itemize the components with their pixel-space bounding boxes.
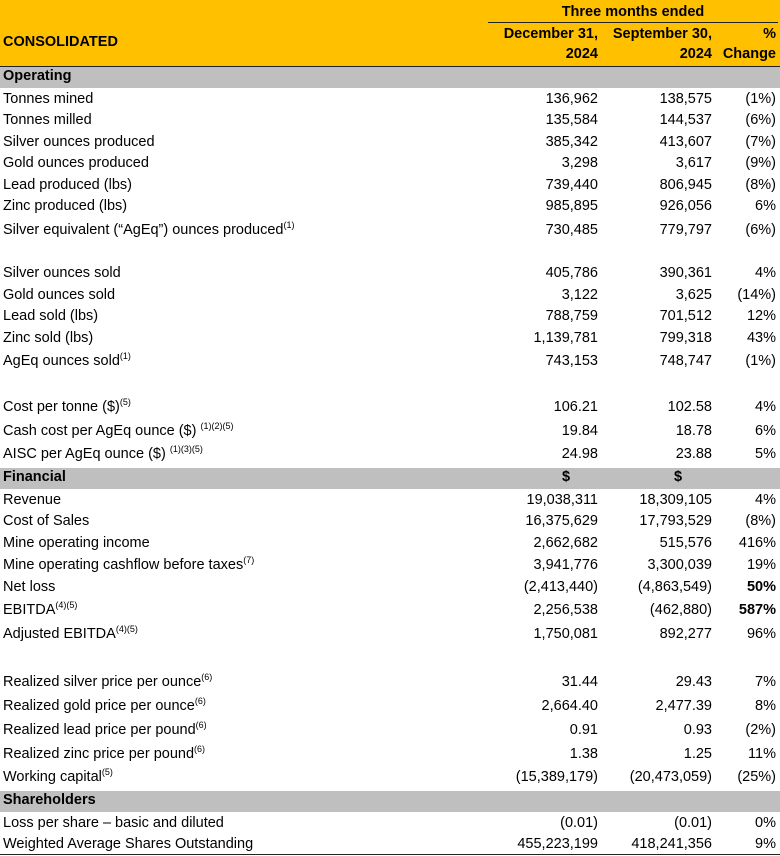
value-dec: 985,895 — [545, 198, 598, 214]
table-row — [0, 175, 780, 196]
row-label: Mine operating cashflow before taxes$^{(7)}$ — [3, 555, 255, 573]
value-dec: (15,389,179) — [515, 769, 598, 785]
value-sep: 3,617 — [675, 155, 712, 171]
table-row — [0, 813, 780, 834]
row-label: Loss per share – basic and diluted — [3, 815, 224, 831]
value-dec: 730,485 — [545, 222, 598, 238]
value-change: (8%) — [745, 513, 776, 529]
value-dec: 405,786 — [545, 265, 598, 281]
value-sep: 892,277 — [659, 626, 712, 642]
row-label: Realized silver price per ounce$^{(6)}$ — [3, 672, 213, 690]
value-change: 4% — [755, 265, 776, 281]
value-change: (9%) — [745, 155, 776, 171]
value-dec: 19.84 — [561, 423, 598, 439]
value-sep: 29.43 — [675, 674, 712, 690]
table-row — [0, 577, 780, 598]
table-row — [0, 555, 780, 576]
table-row — [0, 89, 780, 110]
row-label: Cash cost per AgEq ounce ($) $^{(1)(2)(5)}$ — [3, 421, 234, 439]
value-change: 6% — [755, 423, 776, 439]
three-months-ended-header: Three months ended — [488, 2, 778, 23]
value-sep: 2,477.39 — [655, 698, 712, 714]
value-sep: 0.93 — [683, 722, 712, 738]
value-dec: 2,662,682 — [533, 535, 598, 551]
value-dec: 136,962 — [545, 91, 598, 107]
value-dec: 31.44 — [561, 674, 598, 690]
value-change: 7% — [755, 674, 776, 690]
value-dec: (0.01) — [560, 815, 598, 831]
value-change: (14%) — [737, 287, 776, 303]
value-change: 9% — [755, 836, 776, 852]
table-row — [0, 285, 780, 306]
table-row — [0, 696, 780, 717]
value-sep: 390,361 — [659, 265, 712, 281]
row-label: Realized lead price per pound$^{(6)}$ — [3, 720, 207, 738]
value-dec: 135,584 — [545, 112, 598, 128]
value-change: 6% — [755, 198, 776, 214]
value-sep: (4,863,549) — [637, 579, 712, 595]
value-change: (25%) — [737, 769, 776, 785]
row-label: Zinc produced (lbs) — [3, 198, 128, 214]
value-sep: 806,945 — [659, 177, 712, 193]
table-row — [0, 132, 780, 153]
value-change: (8%) — [745, 177, 776, 193]
value-dec: 2,256,538 — [533, 602, 598, 618]
value-dec: 788,759 — [545, 308, 598, 324]
value-change: 96% — [746, 626, 776, 642]
table-bottom-border — [0, 854, 780, 855]
value-sep: 3,625 — [675, 287, 712, 303]
value-dec: 739,440 — [545, 177, 598, 193]
value-change: 4% — [755, 399, 776, 415]
value-change: (1%) — [745, 353, 776, 369]
col-sep-2024-header — [613, 24, 712, 64]
value-dec: 743,153 — [545, 353, 598, 369]
row-label: AISC per AgEq ounce ($) $^{(1)(3)(5)}$ — [3, 444, 203, 462]
section-shareholders — [0, 791, 780, 812]
col-change-line2: Change — [722, 46, 776, 62]
table-row — [0, 421, 780, 442]
value-dec: (2,413,440) — [523, 579, 598, 595]
row-label: Weighted Average Shares Outstanding — [3, 836, 254, 852]
value-dec: 385,342 — [545, 134, 598, 150]
value-change: (6%) — [745, 222, 776, 238]
value-change: 0% — [755, 815, 776, 831]
value-change: 8% — [755, 698, 776, 714]
row-label: Tonnes milled — [3, 112, 92, 128]
value-sep: 23.88 — [675, 446, 712, 462]
col-dec-2024-header — [504, 24, 598, 64]
table-row — [0, 444, 780, 465]
table-row — [0, 306, 780, 327]
value-dec: 106.21 — [553, 399, 598, 415]
col-dec-2024-line1: December 31, — [503, 26, 598, 42]
currency-dec: $ — [561, 469, 571, 485]
row-label: Silver equivalent (“AgEq”) ounces produced$^{(1)}$ — [3, 220, 295, 238]
row-label: Realized gold price per ounce$^{(6)}$ — [3, 696, 206, 714]
value-sep: 748,747 — [659, 353, 712, 369]
value-sep: 799,318 — [659, 330, 712, 346]
value-dec: 1,750,081 — [533, 626, 598, 642]
value-dec: 1.38 — [569, 746, 598, 762]
value-sep: 779,797 — [659, 222, 712, 238]
value-sep: (0.01) — [674, 815, 712, 831]
value-change: 19% — [746, 557, 776, 573]
table-row — [0, 110, 780, 131]
value-sep: 102.58 — [667, 399, 712, 415]
row-label: Tonnes mined — [3, 91, 94, 107]
row-label: Cost of Sales — [3, 513, 90, 529]
value-sep: 418,241,356 — [631, 836, 712, 852]
table-row — [0, 767, 780, 788]
table-row — [0, 328, 780, 349]
table-row — [0, 490, 780, 511]
value-sep: 1.25 — [683, 746, 712, 762]
table-row — [0, 220, 780, 241]
value-dec: 3,122 — [561, 287, 598, 303]
table-row — [0, 600, 780, 621]
value-sep: 138,575 — [659, 91, 712, 107]
col-sep-2024-line1: September 30, — [612, 26, 712, 42]
value-change: 50% — [746, 579, 776, 595]
value-dec: 24.98 — [561, 446, 598, 462]
value-change: (2%) — [745, 722, 776, 738]
value-change: (7%) — [745, 134, 776, 150]
table-row — [0, 672, 780, 693]
table-row — [0, 196, 780, 217]
value-sep: 701,512 — [659, 308, 712, 324]
table-row — [0, 263, 780, 284]
row-label: Lead produced (lbs) — [3, 177, 132, 193]
col-change-line1: % — [763, 26, 776, 42]
consolidated-title: CONSOLIDATED — [3, 34, 118, 50]
section-financial — [0, 468, 780, 489]
value-change: 11% — [748, 746, 776, 762]
row-label: Zinc sold (lbs) — [3, 330, 94, 346]
col-dec-2024-line2: 2024 — [565, 46, 598, 62]
section-operating — [0, 67, 780, 88]
value-sep: 18,309,105 — [639, 492, 712, 508]
value-sep: 515,576 — [659, 535, 712, 551]
value-sep: 3,300,039 — [647, 557, 712, 573]
row-label: Realized zinc price per pound$^{(6)}$ — [3, 744, 206, 762]
value-dec: 1,139,781 — [533, 330, 598, 346]
table-row — [0, 153, 780, 174]
row-label: Mine operating income — [3, 535, 150, 551]
row-label: Net loss — [3, 579, 56, 595]
row-label: Silver ounces sold — [3, 265, 121, 281]
table-row — [0, 397, 780, 418]
value-change: (6%) — [745, 112, 776, 128]
section-label: Financial — [3, 469, 66, 485]
row-label: Silver ounces produced — [3, 134, 155, 150]
table-row — [0, 744, 780, 765]
row-label: AgEq ounces sold$^{(1)}$ — [3, 351, 131, 369]
table-row — [0, 511, 780, 532]
row-label: Gold ounces produced — [3, 155, 149, 171]
value-change: 43% — [746, 330, 776, 346]
col-change-header — [723, 24, 776, 64]
value-change: 416% — [738, 535, 776, 551]
table-row — [0, 834, 780, 855]
row-label: Revenue — [3, 492, 62, 508]
col-sep-2024-line2: 2024 — [679, 46, 712, 62]
currency-sep: $ — [673, 469, 683, 485]
table-row — [0, 351, 780, 372]
row-label: Cost per tonne ($)$^{(5)}$ — [3, 397, 131, 415]
table-row — [0, 624, 780, 645]
value-change: (1%) — [745, 91, 776, 107]
value-dec: 3,298 — [561, 155, 598, 171]
row-label: Gold ounces sold — [3, 287, 116, 303]
row-label: $EBITDA^{(4)(5)}$ — [3, 600, 78, 618]
value-sep: (462,880) — [649, 602, 712, 618]
value-sep: 18.78 — [675, 423, 712, 439]
value-sep: 144,537 — [659, 112, 712, 128]
value-change: 4% — [755, 492, 776, 508]
value-sep: (20,473,059) — [629, 769, 712, 785]
table-row — [0, 533, 780, 554]
value-sep: 17,793,529 — [639, 513, 712, 529]
value-dec: 455,223,199 — [517, 836, 598, 852]
table-header — [0, 0, 780, 67]
value-change: 587% — [738, 602, 776, 618]
value-sep: 413,607 — [659, 134, 712, 150]
value-dec: 19,038,311 — [526, 492, 598, 508]
row-label: Working capital$^{(5)}$ — [3, 767, 113, 785]
value-change: 5% — [755, 446, 776, 462]
row-label: Lead sold (lbs) — [3, 308, 99, 324]
value-dec: 3,941,776 — [533, 557, 598, 573]
table-row — [0, 720, 780, 741]
value-change: 12% — [746, 308, 776, 324]
value-sep: 926,056 — [659, 198, 712, 214]
section-label: Shareholders — [3, 792, 96, 808]
section-label: Operating — [3, 68, 72, 84]
value-dec: 2,664.40 — [541, 698, 598, 714]
row-label: Adjusted $EBITDA^{(4)(5)}$ — [3, 624, 138, 642]
value-dec: 0.91 — [569, 722, 598, 738]
value-dec: 16,375,629 — [525, 513, 598, 529]
